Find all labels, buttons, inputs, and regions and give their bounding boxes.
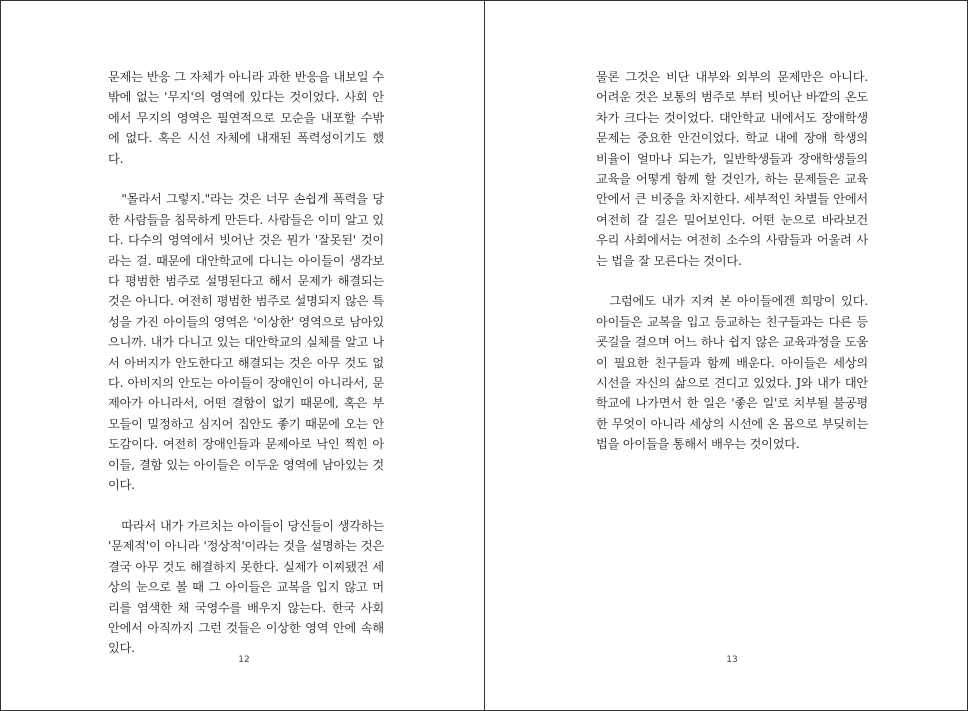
paragraph: 물론 그것은 비단 내부와 외부의 문제만은 아니다. 어려운 것은 보통의 범주로 부터 빗어난 바깥의 온도 차가 크다는 것이었다. 대안학교 내에서도 장애학생 문제는 중요한 안건이었다. 학교 내에 장애 학생의 비율이 얼마나 되는가, 일반학생들과 장애학생들의 교육을 어떻게 함께 할 것인가, 하는 문제들은 교육 안에서 큰 비중을 차지한다. 세부적인 차별들 안에서 여전히 갈 길은 밀어보인다. 어떤 눈으로 바라보건 우리 사회에서는 여전히 소수의 사람들과 어울려 사는 법을 잘 모른다는 것이다. <box>596 70 868 268</box>
page-number: 13 <box>726 655 738 665</box>
left-page-text <box>108 67 384 679</box>
right-page <box>485 1 967 710</box>
paragraph: 따라서 내가 가르치는 아이들이 당신들이 생각하는 '문제적'이 아니라 '정상적'이라는 것을 설명하는 것은 결국 아무 것도 해결하지 못한다. 실제가 이찌됐건 세상의 눈으로 볼 때 그 아이들은 교복을 입지 않고 머리를 염색한 채 국영수를 배우지 않는다. 한국 사회 안에서 아직까지 그런 것들은 이상한 영역 안에 속해있다. <box>108 518 384 656</box>
left-page <box>1 1 484 710</box>
paragraph: 문제는 반응 그 자체가 아니라 과한 반응을 내보일 수밖에 없는 '무지'의 영역에 있다는 것이었다. 사회 안에서 무지의 영역은 필연적으로 모순을 내포할 수밖에 없다. 혹은 시선 자체에 내재된 폭력성이기도 했다. <box>108 70 384 166</box>
right-page-text <box>596 67 868 475</box>
page-number: 12 <box>238 655 250 665</box>
paragraph: 그럼에도 내가 지켜 본 아이들에겐 희망이 있다. 아이들은 교복을 입고 등교하는 친구들과는 다른 등굣길을 걸으며 어느 하나 쉽지 않은 교육과정을 도움이 필요한 친구들과 함께 배운다. 아이들은 세상의 시선을 자신의 삶으로 견디고 있었다. J와 내가 대안학교에 나가면서 한 일은 '좋은 일'로 치부될 불공평한 무엇이 아니라 세상의 시선에 온 몸으로 부딪히는 법을 아이들을 통해서 배우는 것이었다. <box>596 294 868 452</box>
paragraph: "몰라서 그렇지."라는 것은 너무 손쉽게 폭력을 당한 사람들을 침묵하게 만든다. 사람들은 이미 알고 있다. 다수의 영역에서 빗어난 것은 뭔가 '잘못된' 것이라는 걸. 때문에 대안학교에 다니는 아이들이 생각보다 평범한 범주로 설명된다고 해서 문제가 해결되는 것은 아니다. 여전히 평범한 범주로 설명되지 않은 특성을 가진 아이들의 영역은 '이상한' 영역으로 남아있으니까. 내가 다니고 있는 대안학교의 실체를 알고 나서 아버지가 안도한다고 해결되는 것은 아무 것도 없다. 아비지의 안도는 아이들이 장애인이 아니라서, 문제아가 아니라서, 어떤 결함이 없기 때문에, 혹은 부모들이 밀정하고 심지어 집안도 좋기 때문에 오는 안도감이다. 여전히 장애인들과 문제아로 낙인 찍힌 아이들, 결함 있는 아이들은 이두운 영역에 남아있는 것이다. <box>108 192 384 493</box>
